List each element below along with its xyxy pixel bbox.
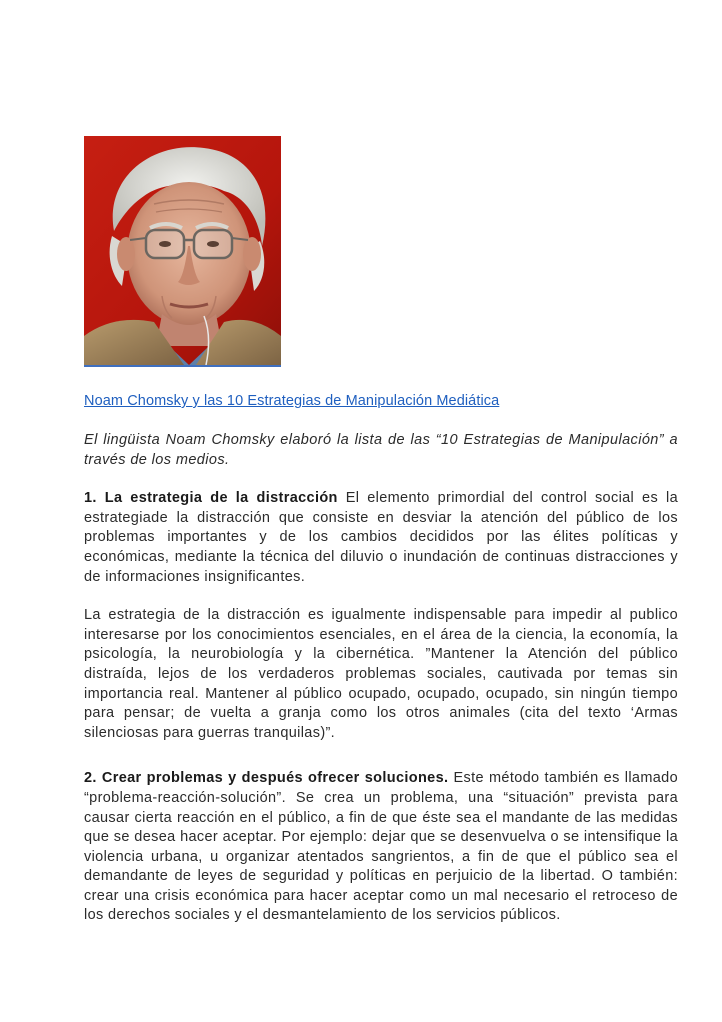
section-1-continuation: La estrategia de la distracción es igualmente indispensable para impedir al publico interesarse por los conocimientos esenciales, en el área de la ciencia, la economía, la psicología, la neurobiología y la cibernética. ”Mantener la Atención del público distraída, lejos de los verdaderos problemas sociales, cautivada por temas sin importancia real. Mantener al público ocupado, ocupado, ocupado, sin ningún tiempo para pensar; de vuelta a granja como los otros animales (cita del texto ‘Armas silenciosas para guerras tranquilas)”. (84, 607, 678, 741)
section-1-heading: 1. La estrategia de la distracción (84, 490, 338, 507)
intro-paragraph: El lingüista Noam Chomsky elaboró la lista de las “10 Estrategias de Manipulación” a través de los medios. (84, 432, 678, 468)
document-page (84, 136, 678, 926)
article-title-link[interactable]: Noam Chomsky y las 10 Estrategias de Manipulación Mediática (84, 393, 500, 409)
section-2-paragraph (84, 769, 678, 926)
section-1-body: El elemento primordial del control social es la estrategiade la distracción que consiste en desviar la atención del público de los problemas importantes y de los cambios decididos por las élites políticas y económicas, mediante la técnica del diluvio o inundación de continuas distracciones y de informaciones insignificantes. (84, 490, 679, 585)
section-1-paragraph (84, 489, 678, 587)
section-2-heading: 2. Crear problemas y después ofrecer soluciones. (84, 770, 449, 787)
section-2-body: Este método también es llamado “problema-reacción-solución”. Se crea un problema, una “situación” prevista para causar cierta reacción en el público, a fin de que éste sea el mandante de las medidas que se desea hacer aceptar. Por ejemplo: dejar que se desenvuelva o se intensifique la violencia urbana, u organizar atentados sangrientos, a fin de que el público sea el demandante de leyes de seguridad y políticas en perjuicio de la libertad. O también: crear una crisis económica para hacer aceptar como un mal necesario el retroceso de los derechos sociales y el desmantelamiento de los servicios públicos. (84, 770, 678, 924)
portrait-image-link[interactable] (84, 136, 281, 367)
portrait-photo (84, 136, 281, 365)
